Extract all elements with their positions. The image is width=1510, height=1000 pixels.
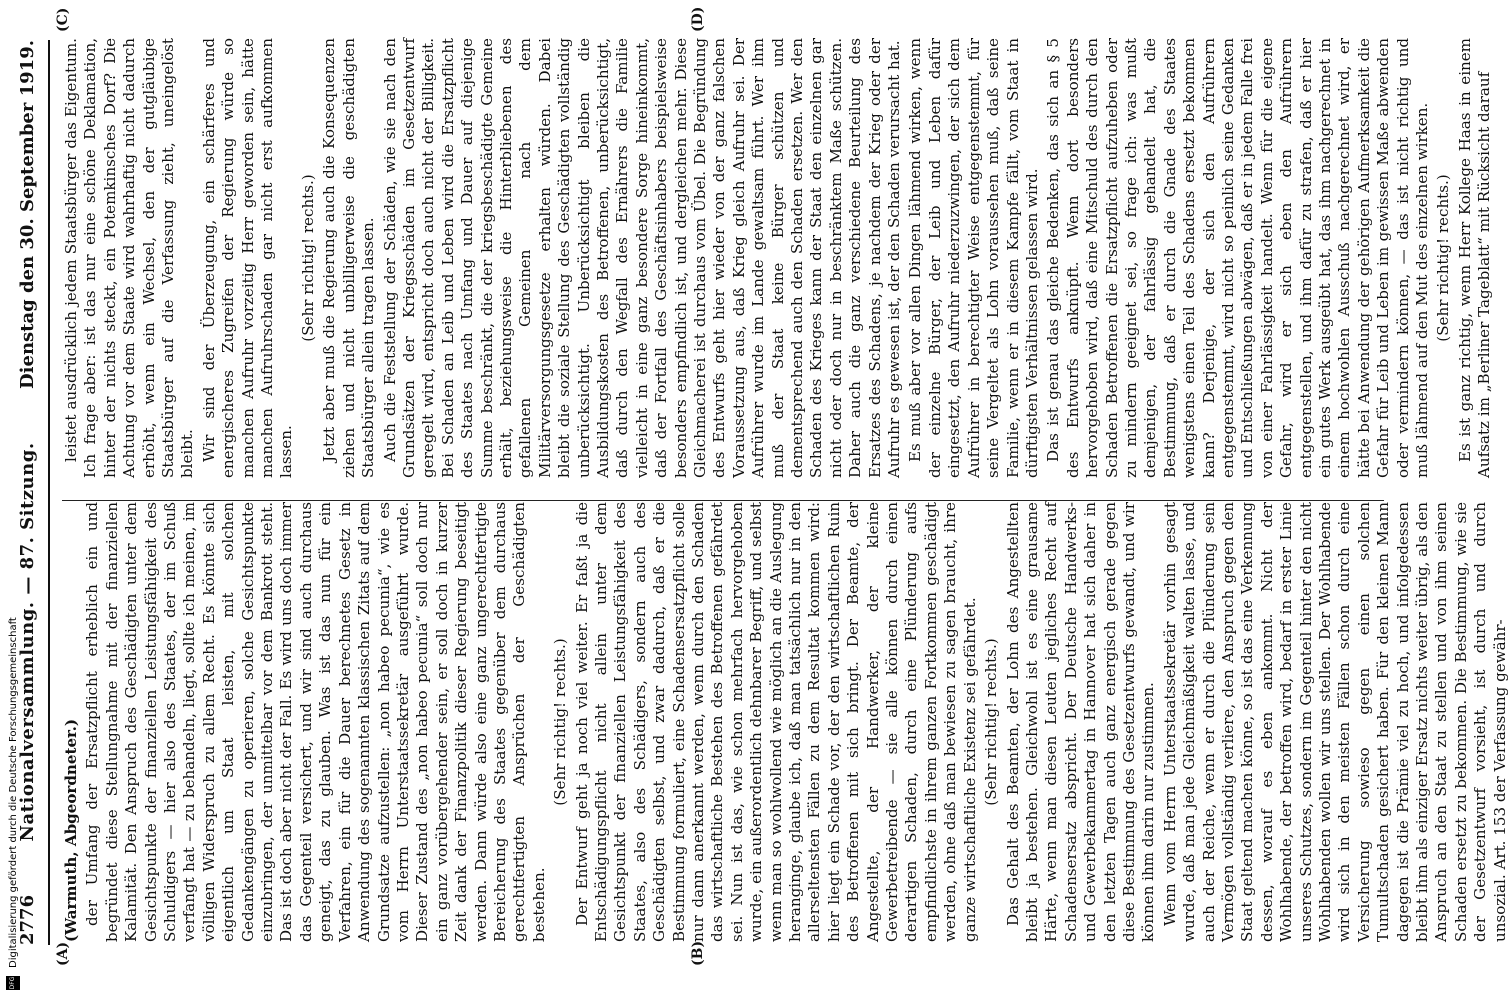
dfg-logo: DFG [6,976,20,990]
margin-marker-a: (A) [55,941,71,966]
margin-marker-c: (C) [55,7,71,32]
applause-note: (Sehr richtig! rechts.) [982,638,1001,806]
margin-marker-b: (B) [690,940,706,966]
paragraph: Wenn vom Herrn Unterstaatssekretär vorhin gesagt wurde, daß man jede Gleichmäßigkeit walten lasse, und auch der Reiche, wenn er durch die Plünderung sein Vermögen vollständig verliere, den Anspruch gegen den Staat geltend machen könne, so ist das eine Verkennung dessen, worauf es eben ankommt. Nicht der Wohlhabende, der betroffen wird, bedarf in erster Linie unseres Schutzes, sondern im Gegenteil hinter den nicht Wohlhabenden wollen wir uns stellen. Der Wohlhabende wird sich in den meisten Fällen schon durch eine Versicherung sowieso gegen einen solchen Tumultschaden gesichert haben. Für den kleinen Mann dagegen ist die Prämie viel zu hoch, und infolgedessen bleibt ihm als einziger Ersatz nichts weiter übrig, als den Anspruch an den Staat zu stellen und von ihm seinen Schaden ersetzt zu bekommen. Die Bestimmung, wie sie der Gesetzentwurf vorsieht, ist durch und durch unsozial. Art. 153 der Verfassung gewähr- [1160,502,1509,942]
paragraph: leistet ausdrücklich jedem Staatsbürger das Eigentum. Ich frage aber: ist das nur eine schöne Deklamation, hinter der nichts steckt, ein Potemkinsches Dorf? Die Achtung vor dem Staate wird wahrhaftig nicht dadurch erhöht, wenn ein Wechsel, den der gutgläubige Staatsbürger auf die Verfassung zieht, uneingelöst bleibt. [62,38,197,478]
column-divider [62,500,1384,501]
digitization-credit: Digitalisierung gefördert durch die Deutsche Forschungsgemeinschaft [8,617,19,968]
paragraph: der Umfang der Ersatzpflicht erheblich ein und begründet diese Stellungnahme mit der finanziellen Kalamität. Den Anspruch des Geschädigten unter dem Gesichtspunkte der finanziellen Leistungsfähigkeit des Schuldigers — hier also des Staates, der im Schuß verfangt hat — zu behandeln, liegt, sollte ich meinen, im völligen Widerspruch zu allem Recht. Es könnte sich eigentlich um Staat leisten, mit solchen Gedankengängen zu operieren, solche Gesichtspunkte einzubringen, der unmittelbar vor dem Bankrott steht. Das ist doch aber nicht der Fall. Es wird uns doch immer das Gegenteil versichert, und wir sind auch durchaus geneigt, das zu glauben. Was ist das nun für ein Verfahren, ein für die Dauer berechnetes Gesetz in Anwendung des sogenannten klassischen Zitats auf dem Grundsatze aufzustellen: „non habeo pecunia“, wie es vom Herrn Unterstaatssekretär ausgeführt wurde. Dieser Zustand des „non habeo pecunia“ soll doch nur ein ganz vorübergehender sein, er soll doch in kurzer Zeit dank der Finanzpolitik dieser Regierung beseitigt werden. Dann würde also eine ganz ungerechtfertigte Bereicherung des Staates gegenüber dem durchaus gerechtfertigten Ansprüchen der Geschädigten bestehen. [83,502,548,942]
right-column [62,38,1494,478]
paragraph: Jetzt aber muß die Regierung auch die Konsequenzen ziehen und nicht unbilligerweise die geschädigten Staatsbürger allein tragen lassen. [320,38,378,478]
paragraph: Auch die Feststellung der Schäden, wie sie nach den Grundsätzen der Kriegsschäden im Gesetzentwurf geregelt wird, entspricht doch auch nicht der Billigkeit. Bei Schaden an Leib und Leben wird die Ersatzpflicht des Staates nach Umfang und Dauer auf diejenige Summe beschränkt, die der kriegsbeschädigte Gemeine erhält, beziehungsweise die Hinterbliebenen des gefallenen Gemeinen nach dem Militärversorgungsgesetze erhalten würden. Dabei bleibt die soziale Stellung des Geschädigten vollständig unberücksichtigt. Unberücksichtigt bleiben die Ausbildungskosten des Betroffenen, unberücksichtigt, daß durch den Wegfall des Ernährers die Familie vielleicht in eine ganz besondere Sorge hineinkommt, daß der Fortfall des Geschäftsinhabers beispielsweise besonders empfindlich ist, und dergleichen mehr. Diese Gleichmacherei ist durchaus vom Übel. Die Begründung des Entwurfs geht hier wieder von der ganz falschen Voraussetzung aus, daß Krieg gleich Aufruhr sei. Der Aufrührer wurde im Lande gewaltsam führt. Wer ihm muß der Staat keine Bürger schützen und dementsprechend auch den Schaden ersetzen. Wer den Schaden des Krieges kann der Staat den einzelnen gar nicht oder doch nur in beschränktem Maße schützen. Daher auch die ganz verschiedene Beurteilung des Ersatzes des Schadens, je nachdem der Krieg oder der Aufruhr es gewesen ist, der den Schaden verursacht hat. [380,38,904,478]
paragraph: Das Gehalt des Beamten, der Lohn des Angestellten bleibt ja bestehen. Gleichwohl ist es eine grausame Härte, wenn man diesen Leuten jegliches Recht auf Schadensersatz abspricht. Der Deutsche Handwerks- und Gewerbekammertag in Hannover hat sich daher in den letzten Tagen auch ganz energisch gerade gegen diese Bestimmung des Gesetzentwurfs gewandt, und wir können ihm darin nur zustimmen. [1003,502,1158,942]
header-rule [48,40,50,945]
speaker-label: (Warmuth, Abgeordneter.) [62,718,80,942]
applause-note: (Sehr richtig! rechts.) [1434,174,1453,342]
margin-marker-d: (D) [690,6,706,32]
paragraph: Wir sind der Überzeugung, ein schärferes und energischeres Zugreifen der Regierung würde so manchen Aufruhr vorzeitig Herr geworden sein, hätte manchen Aufruhrschaden gar nicht erst aufkommen lassen. [199,38,296,478]
paragraph: Das ist genau das gleiche Bedenken, das sich an § 5 des Entwurfs anknüpft. Wenn dort besonders hervorgehoben wird, daß eine Mitschuld des durch den Schaden Betroffenen die Ersatzpflicht aufzuheben oder zu mindern geeignet sei, so frage ich: was mußt demjenigen, der fahrlässig gehandelt hat, die Bestimmung, daß er durch die Gnade des Staates wenigstens einen Teil des Schadens ersetzt bekommen kann? Derjenige, der sich den Aufrührern entgegenstemmt, wird nicht so peinlich seine Gedanken und Entschließungen abwägen, daß er in jedem Falle frei von einer Fahrlässigkeit handelt. Wenn für die eigene Gefahr, wird er sich eben den Aufrührern entgegenstellen, und ihm dafür zu strafen, daß er hier ein gutes Werk ausgeübt hat, das ihm nachgerechnet in einem hochwohlen Ausschuß nachgerechnet wird, er hätte bei Anwendung der gehörigen Aufmerksamkeit die Gefahr für Leib und Leben im gewissen Maße abwenden oder vermindern können, — das ist nicht richtig und muß lähmend auf den Mut des einzelnen wirken. [1044,38,1432,478]
paragraph: Es ist ganz richtig, wenn Herr Kollege Haas in einem Aufsatz im „Berliner Tageblatt“ mit Rücksicht darauf [1455,38,1494,478]
paragraph: Es muß aber vor allen Dingen lähmend wirken, wenn der einzelne Bürger, der Leib und Leben dafür eingesetzt, den Aufruhr niederzuzwingen, der sich dem Aufrührer in berechtigter Weise entgegenstemmt, für seine Vergeltet als Lohn voraussehen muß, daß seine Familie, wenn er in diesem Kampfe fällt, vom Staat in dürftigsten Verhältnissen gelassen wird. [906,38,1041,478]
paragraph: Der Entwurf geht ja noch viel weiter. Er faßt ja die Entschädigungspflicht nicht allein unter dem Gesichtspunkt der finanziellen Leistungsfähigkeit des Staates, also des Schädigers, sondern auch des Geschädigten selbst, und zwar dadurch, daß er die Bestimmung formuliert, eine Schadensersatzpflicht solle nur dann anerkannt werden, wenn durch den Schaden das wirtschaftliche Bestehen des Betroffenen gefährdet sei. Nun ist das, wie schon mehrfach hervorgehoben wurde, ein außerordentlich dehnbarer Begriff, und selbst wenn man so wohlwollend wie möglich an die Auslegung heranginge, glaube ich, daß man tatsächlich nur in den allerseltensten Fällen zu dem Resultat kommen wird: hier liegt ein Schade vor, der den wirtschaftlichen Ruin des Betroffenen mit sich bringt. Der Beamte, der Angestellte, der Handwerker, der kleine Gewerbetreibende — sie alle können durch einen derartigen Schaden, durch eine Plünderung aufs empfindlichste in ihrem ganzen Fortkommen geschädigt werden, ohne daß man bewiesen zu sagen braucht, ihre ganze wirtschaftliche Existenz sei gefährdet. [572,502,979,942]
page-number: 2776 [16,894,38,945]
header-title: Nationalversammlung. — 87. Sitzung. [16,442,38,842]
left-column [62,502,1509,942]
header-date: Dienstag den 30. September 1919. [16,40,38,389]
applause-note: (Sehr richtig! rechts.) [551,638,570,806]
applause-note: (Sehr richtig! rechts.) [298,174,317,342]
